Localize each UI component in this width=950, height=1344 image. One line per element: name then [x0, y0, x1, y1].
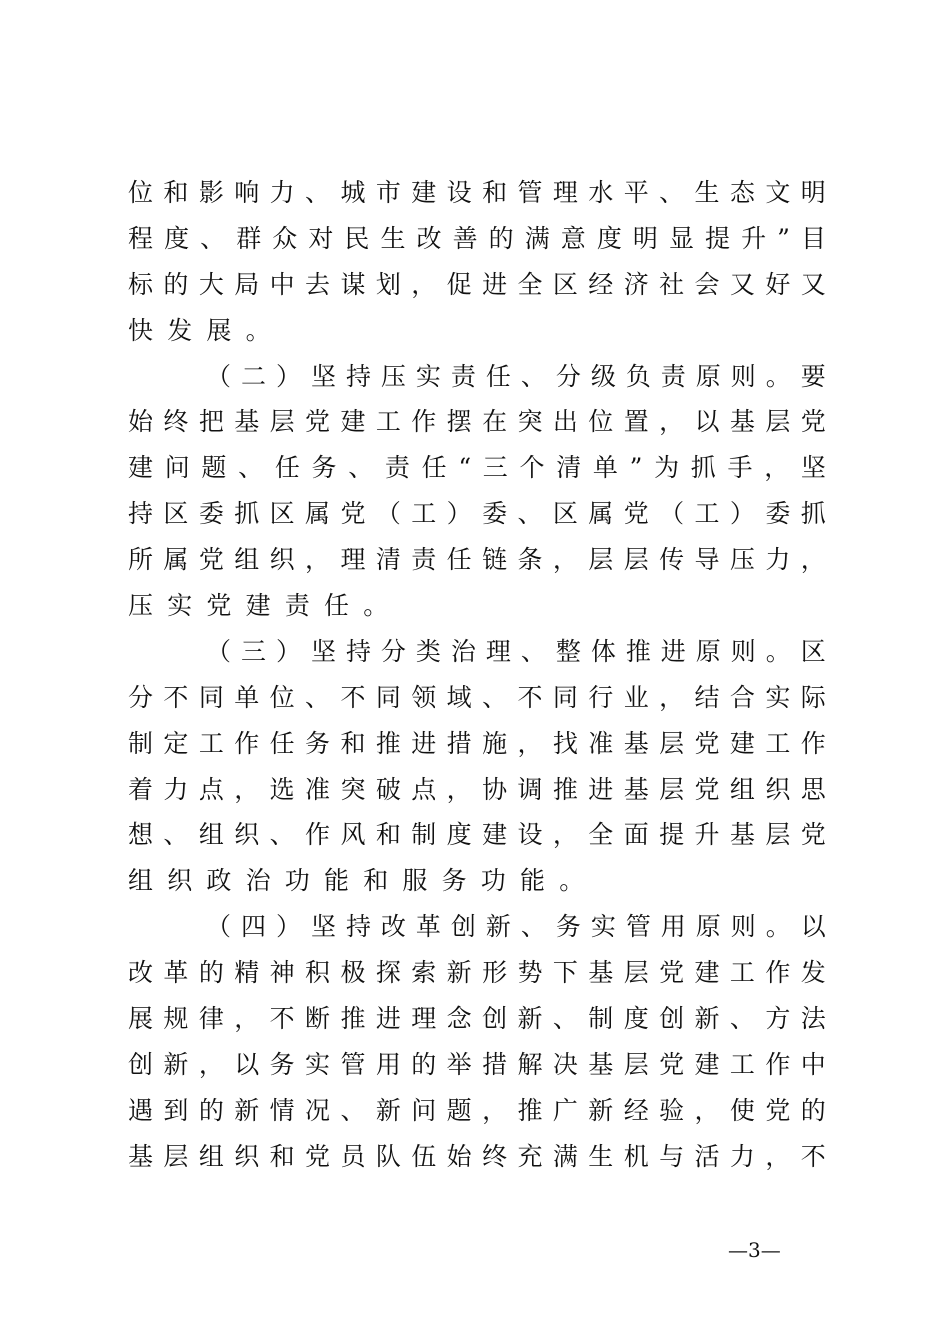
text-line: 所 属 党 组 织 ， 理 清 责 任 链 条 ， 层 层 传 导 压 力 ，	[128, 545, 826, 575]
text-line: 建 问 题 、 任 务 、 责 任 “ 三 个 清 单 ” 为 抓 手 ， 坚	[128, 453, 826, 483]
text-line: （ 三 ） 坚 持 分 类 治 理 、 整 体 推 进 原 则 。 区	[206, 636, 826, 666]
paragraph-4	[128, 904, 826, 1179]
text-line: （ 二 ） 坚 持 压 实 责 任 、 分 级 负 责 原 则 。 要	[206, 361, 826, 391]
paragraph-2	[128, 354, 826, 629]
text-line: 想 、 组 织 、 作 风 和 制 度 建 设 ， 全 面 提 升 基 层 党	[128, 820, 826, 850]
paragraph-1	[128, 170, 826, 354]
document-body	[128, 170, 826, 1180]
text-line: 始 终 把 基 层 党 建 工 作 摆 在 突 出 位 置 ， 以 基 层 党	[128, 407, 826, 437]
text-line: 快发展。	[128, 315, 285, 345]
text-line: 标 的 大 局 中 去 谋 划 ， 促 进 全 区 经 济 社 会 又 好 又	[128, 269, 826, 299]
text-line: 展 规 律 ， 不 断 推 进 理 念 创 新 、 制 度 创 新 、 方 法	[128, 1004, 826, 1034]
text-line: 程 度 、 群 众 对 民 生 改 善 的 满 意 度 明 显 提 升 ” 目	[128, 223, 826, 253]
text-line: 改 革 的 精 神 积 极 探 索 新 形 势 下 基 层 党 建 工 作 发	[128, 958, 826, 988]
text-line: 着 力 点 ， 选 准 突 破 点 ， 协 调 推 进 基 层 党 组 织 思	[128, 774, 826, 804]
text-line: 基 层 组 织 和 党 员 队 伍 始 终 充 满 生 机 与 活 力 ， 不	[128, 1141, 826, 1171]
paragraph-3	[128, 629, 826, 904]
text-line: 创 新 ， 以 务 实 管 用 的 举 措 解 决 基 层 党 建 工 作 中	[128, 1049, 826, 1079]
text-line: 遇 到 的 新 情 况 、 新 问 题 ， 推 广 新 经 验 ， 使 党 的	[128, 1095, 826, 1125]
text-line: （ 四 ） 坚 持 改 革 创 新 、 务 实 管 用 原 则 。 以	[206, 912, 826, 942]
text-line: 持 区 委 抓 区 属 党 （ 工 ） 委 、 区 属 党 （ 工 ） 委 抓	[128, 499, 826, 529]
text-line: 分 不 同 单 位 、 不 同 领 域 、 不 同 行 业 ， 结 合 实 际	[128, 682, 826, 712]
page-number: —3—	[728, 1238, 781, 1262]
text-line: 压实党建责任。	[128, 591, 403, 621]
text-line: 制 定 工 作 任 务 和 推 进 措 施 ， 找 准 基 层 党 建 工 作	[128, 728, 826, 758]
text-line: 组织政治功能和服务功能。	[128, 866, 599, 896]
text-line: 位 和 影 响 力 、 城 市 建 设 和 管 理 水 平 、 生 态 文 明	[128, 178, 826, 207]
